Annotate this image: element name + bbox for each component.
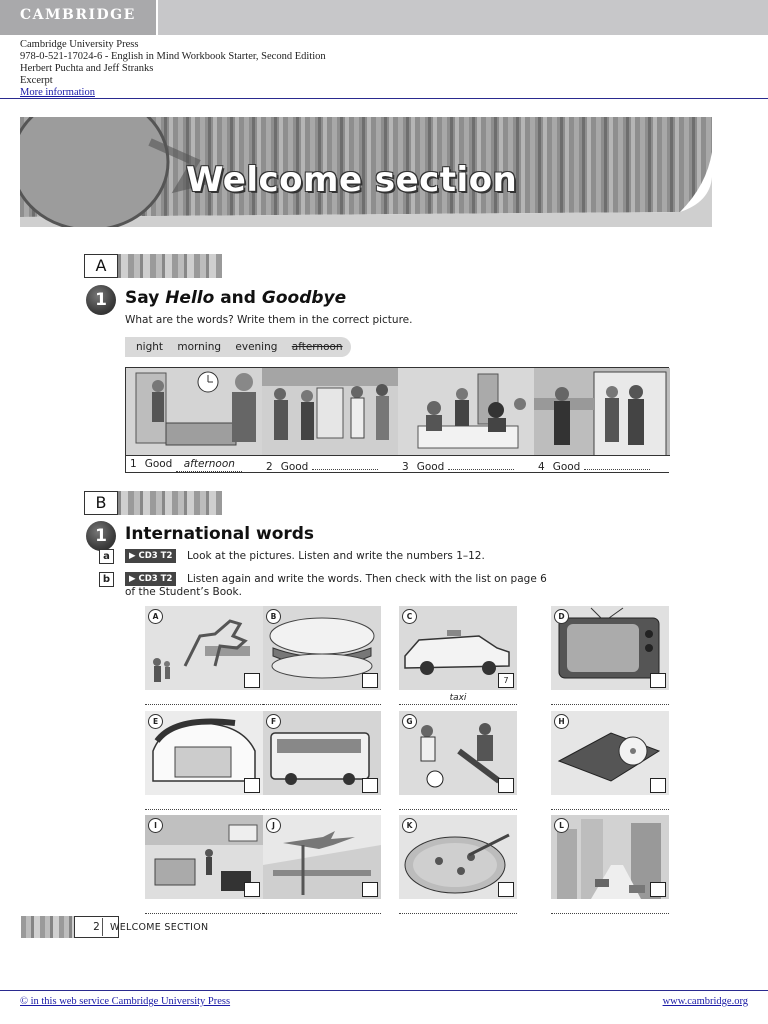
number-answer-box[interactable] [498,778,514,793]
item-label: Good [552,461,581,473]
word-answer-line[interactable] [551,901,669,914]
word-answer-line[interactable] [263,797,381,810]
picture-i [145,815,263,899]
picture-label: D [554,609,569,624]
word-morning: morning [177,341,222,353]
picture-label: H [554,714,569,729]
section-b-bar [84,491,222,515]
couple-at-door-icon [534,368,670,456]
picture-label: G [402,714,417,729]
item-number: 2 [266,461,273,473]
picture-label: J [266,818,281,833]
answer-blank-3[interactable] [448,456,514,470]
word-answer-line[interactable] [145,901,263,914]
item-label: Good [144,458,173,470]
word-answer-line[interactable] [551,797,669,810]
copyright-notice [20,996,230,1007]
picture-label: A [148,609,163,624]
answer-blank-1[interactable]: afternoon [176,458,242,472]
page-title: Welcome section [186,160,518,200]
copyright-link[interactable]: © in this web service Cambridge University Press [20,996,231,1007]
brand-box [0,0,158,35]
item-number: 3 [402,461,409,473]
answer-blank-2[interactable] [312,456,378,470]
greeting-picture-strip [125,367,669,473]
section-letter-a: A [84,254,118,278]
picture-e [145,711,263,795]
greeting-caption-1 [126,455,262,472]
sub-exercise-a: a [99,549,114,564]
picture-label: L [554,818,569,833]
item-number: 1 [130,458,137,470]
picture-label: B [266,609,281,624]
word-answer-line[interactable] [399,901,517,914]
number-answer-box[interactable] [650,882,666,897]
people-meeting-icon [126,368,262,456]
heading-text: Say [125,288,166,308]
picture-label: I [148,818,163,833]
greeting-caption-3 [398,455,534,472]
greeting-picture-1 [126,368,262,472]
website-footer [663,996,748,1007]
authors: Herbert Puchta and Jeff Stranks [20,63,154,74]
greeting-picture-2 [262,368,398,472]
audio-track-tag-a[interactable]: ▶ CD3 T2 [125,549,176,563]
instruction-b1b: Listen again and write the words. Then check with the list on page 6 [187,573,547,585]
instruction-a1: What are the words? Write them in the correct picture. [125,314,413,326]
number-answer-box[interactable] [362,778,378,793]
greeting-picture-3 [398,368,534,472]
header-divider [0,98,768,99]
answer-blank-4[interactable] [584,456,650,470]
item-number: 4 [538,461,545,473]
heading-hello: Hello [165,288,215,308]
picture-label: F [266,714,281,729]
picture-h [551,711,669,795]
footer-divider [0,990,768,991]
number-answer-box[interactable] [362,673,378,688]
number-answer-box[interactable] [650,673,666,688]
heading-goodbye: Goodbye [261,288,347,308]
instruction-b1b-cont: of the Student’s Book. [125,586,242,598]
word-box [125,337,351,357]
picture-d [551,606,669,690]
picture-label: K [402,818,417,833]
section-letter-b: B [84,491,118,515]
picture-f [263,711,381,795]
picture-b [263,606,381,690]
word-night: night [136,341,164,353]
exercise-number-b1: 1 [86,521,116,551]
top-bar [0,0,768,35]
sub-exercise-b: b [99,572,114,587]
picture-j [263,815,381,899]
people-leaving-party-icon [262,368,398,456]
book-metadata [20,39,326,99]
number-answer-box[interactable] [244,673,260,688]
picture-a [145,606,263,690]
number-answer-box[interactable] [650,778,666,793]
picture-g [399,711,517,795]
page-number: 2 [74,916,119,938]
audio-track-tag-b[interactable]: ▶ CD3 T2 [125,572,176,586]
picture-label: C [402,609,417,624]
greeting-caption-4 [534,455,670,472]
number-answer-box[interactable] [498,882,514,897]
publisher: Cambridge University Press [20,39,139,50]
picture-l [551,815,669,899]
word-answer-line[interactable] [263,901,381,914]
word-answer-line[interactable] [145,692,263,705]
number-answer-box[interactable]: 7 [498,673,514,688]
restaurant-icon [398,368,534,456]
number-answer-box[interactable] [244,778,260,793]
number-answer-box[interactable] [362,882,378,897]
word-answer-line[interactable] [551,692,669,705]
word-answer-line[interactable] [263,692,381,705]
item-label: Good [280,461,309,473]
isbn-title: 978-0-521-17024-6 - English in Mind Workbook Starter, Second Edition [20,51,326,62]
word-answer-line[interactable] [399,797,517,810]
more-information-link[interactable]: More information [20,87,95,98]
exercise-heading-b1: International words [125,524,315,544]
instruction-b1a: Look at the pictures. Listen and write the numbers 1–12. [187,550,485,562]
word-answer-line[interactable] [145,797,263,810]
word-evening: evening [235,341,278,353]
word-afternoon: afternoon [291,341,343,353]
exercise-heading-a1 [125,288,346,308]
heading-text: and [214,288,262,308]
exercise-number-a1: 1 [86,285,116,315]
excerpt-label: Excerpt [20,75,53,86]
website-link[interactable]: www.cambridge.org [662,996,748,1007]
picture-c [399,606,517,690]
greeting-caption-2 [262,455,398,472]
page-number-bar [21,916,100,938]
number-answer-box[interactable] [244,882,260,897]
item-label: Good [416,461,445,473]
brand-logo: CAMBRIDGE [20,7,136,23]
picture-k [399,815,517,899]
picture-label: E [148,714,163,729]
word-answer-line[interactable]: taxi [399,692,517,705]
section-a-bar [84,254,222,278]
section-footer-label: WELCOME SECTION [110,922,209,933]
greeting-picture-4 [534,368,670,472]
